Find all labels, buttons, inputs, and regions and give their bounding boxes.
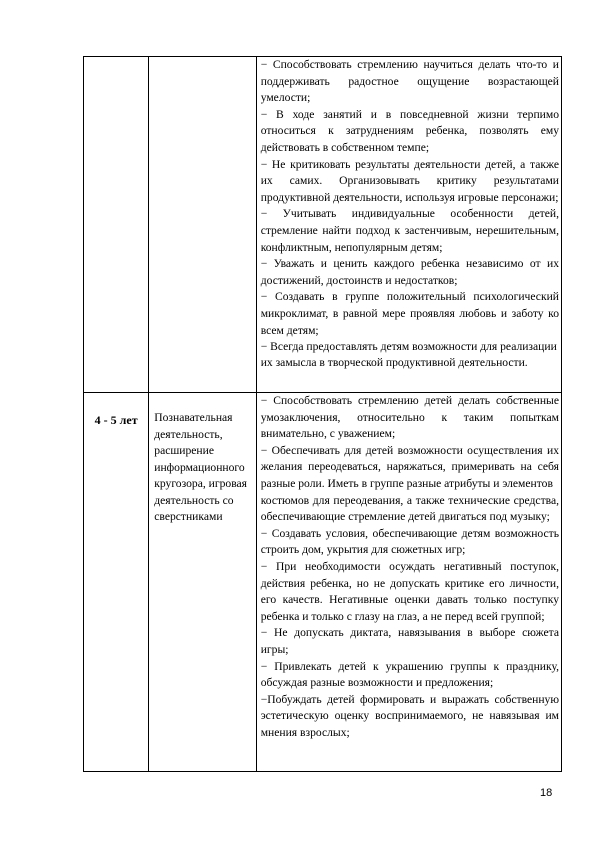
direction-cell <box>149 393 256 772</box>
list-item: − Обеспечивать для детей возможности осуществления их желания переодеваться, наряжаться, примеривать на себя разные роли. Иметь в группе разные атрибуты и элементов <box>260 443 559 490</box>
list-item: − Учитывать индивидуальные особенности детей, стремление найти подход к застенчивым, нерешительным, конфликтным, непопулярным детям; <box>260 207 559 254</box>
list-item: − В ходе занятий и в повседневной жизни терпимо относиться к затруднениям ребенка, позволять ему действовать в собственном темпе; <box>260 107 559 154</box>
direction-label: Познавательная деятельность, расширение информационного кругозора, игровая деятельность со сверстниками <box>154 411 248 523</box>
age-cell <box>84 393 149 772</box>
age-label <box>84 57 148 76</box>
age-cell <box>84 57 149 393</box>
direction-label <box>149 57 255 74</box>
list-item: − Привлекать детей к украшению группы к празднику, обсуждая разные возможности и предложения; <box>260 659 559 690</box>
list-item: − Создавать условия, обеспечивающие детям возможность строить дом, укрытия для сюжетных игр; <box>260 526 559 557</box>
methods-table <box>83 56 562 772</box>
list-item: −Побуждать детей формировать и выражать собственную эстетическую оценку воспринимаемого, не навязывая им мнения взрослых; <box>260 692 559 739</box>
table-row <box>84 393 562 772</box>
list-item: − Способствовать стремлению детей делать собственные умозаключения, относительно к таким попыткам внимательно, с уважением; <box>260 394 559 441</box>
age-label: 4 - 5 лет <box>94 413 138 427</box>
recommendations-text <box>257 57 561 371</box>
table-row <box>84 57 562 393</box>
list-item: − Уважать и ценить каждого ребенка независимо от их достижений, достоинств и недостатков; <box>260 257 559 287</box>
list-item: − Всегда предоставлять детям возможности для реализации их замысла в творческой продуктивной деятельности. <box>260 340 557 370</box>
recommendations-cell <box>256 393 561 772</box>
list-item: − Не допускать диктата, навязывания в выборе сюжета игры; <box>260 626 559 656</box>
recommendations-text <box>257 393 561 741</box>
list-item: − При необходимости осуждать негативный поступок, действия ребенка, но не допускать критике его личности, его качеств. Негативные оценки давать только поступку ребенка и только с глазу на глаз, а не перед всей группой; <box>260 559 559 623</box>
list-item: − Способствовать стремлению научиться делать что-то и поддерживать радостное ощущение возрастающей умелости; <box>260 58 559 105</box>
recommendations-cell <box>256 57 561 393</box>
page-number: 18 <box>540 787 553 799</box>
direction-cell <box>149 57 256 393</box>
list-item: − Создавать в группе положительный психологический микроклимат, в равной мере проявляя любовь и заботу ко всем детям; <box>260 290 559 337</box>
list-item: − Не критиковать результаты деятельности детей, а также их самих. Организовывать критику результатами продуктивной деятельности, используя игровые персонажи; <box>260 157 559 204</box>
list-item: костюмов для переодевания, а также технические средства, обеспечивающие стремление детей двигаться под музыку; <box>260 493 559 524</box>
